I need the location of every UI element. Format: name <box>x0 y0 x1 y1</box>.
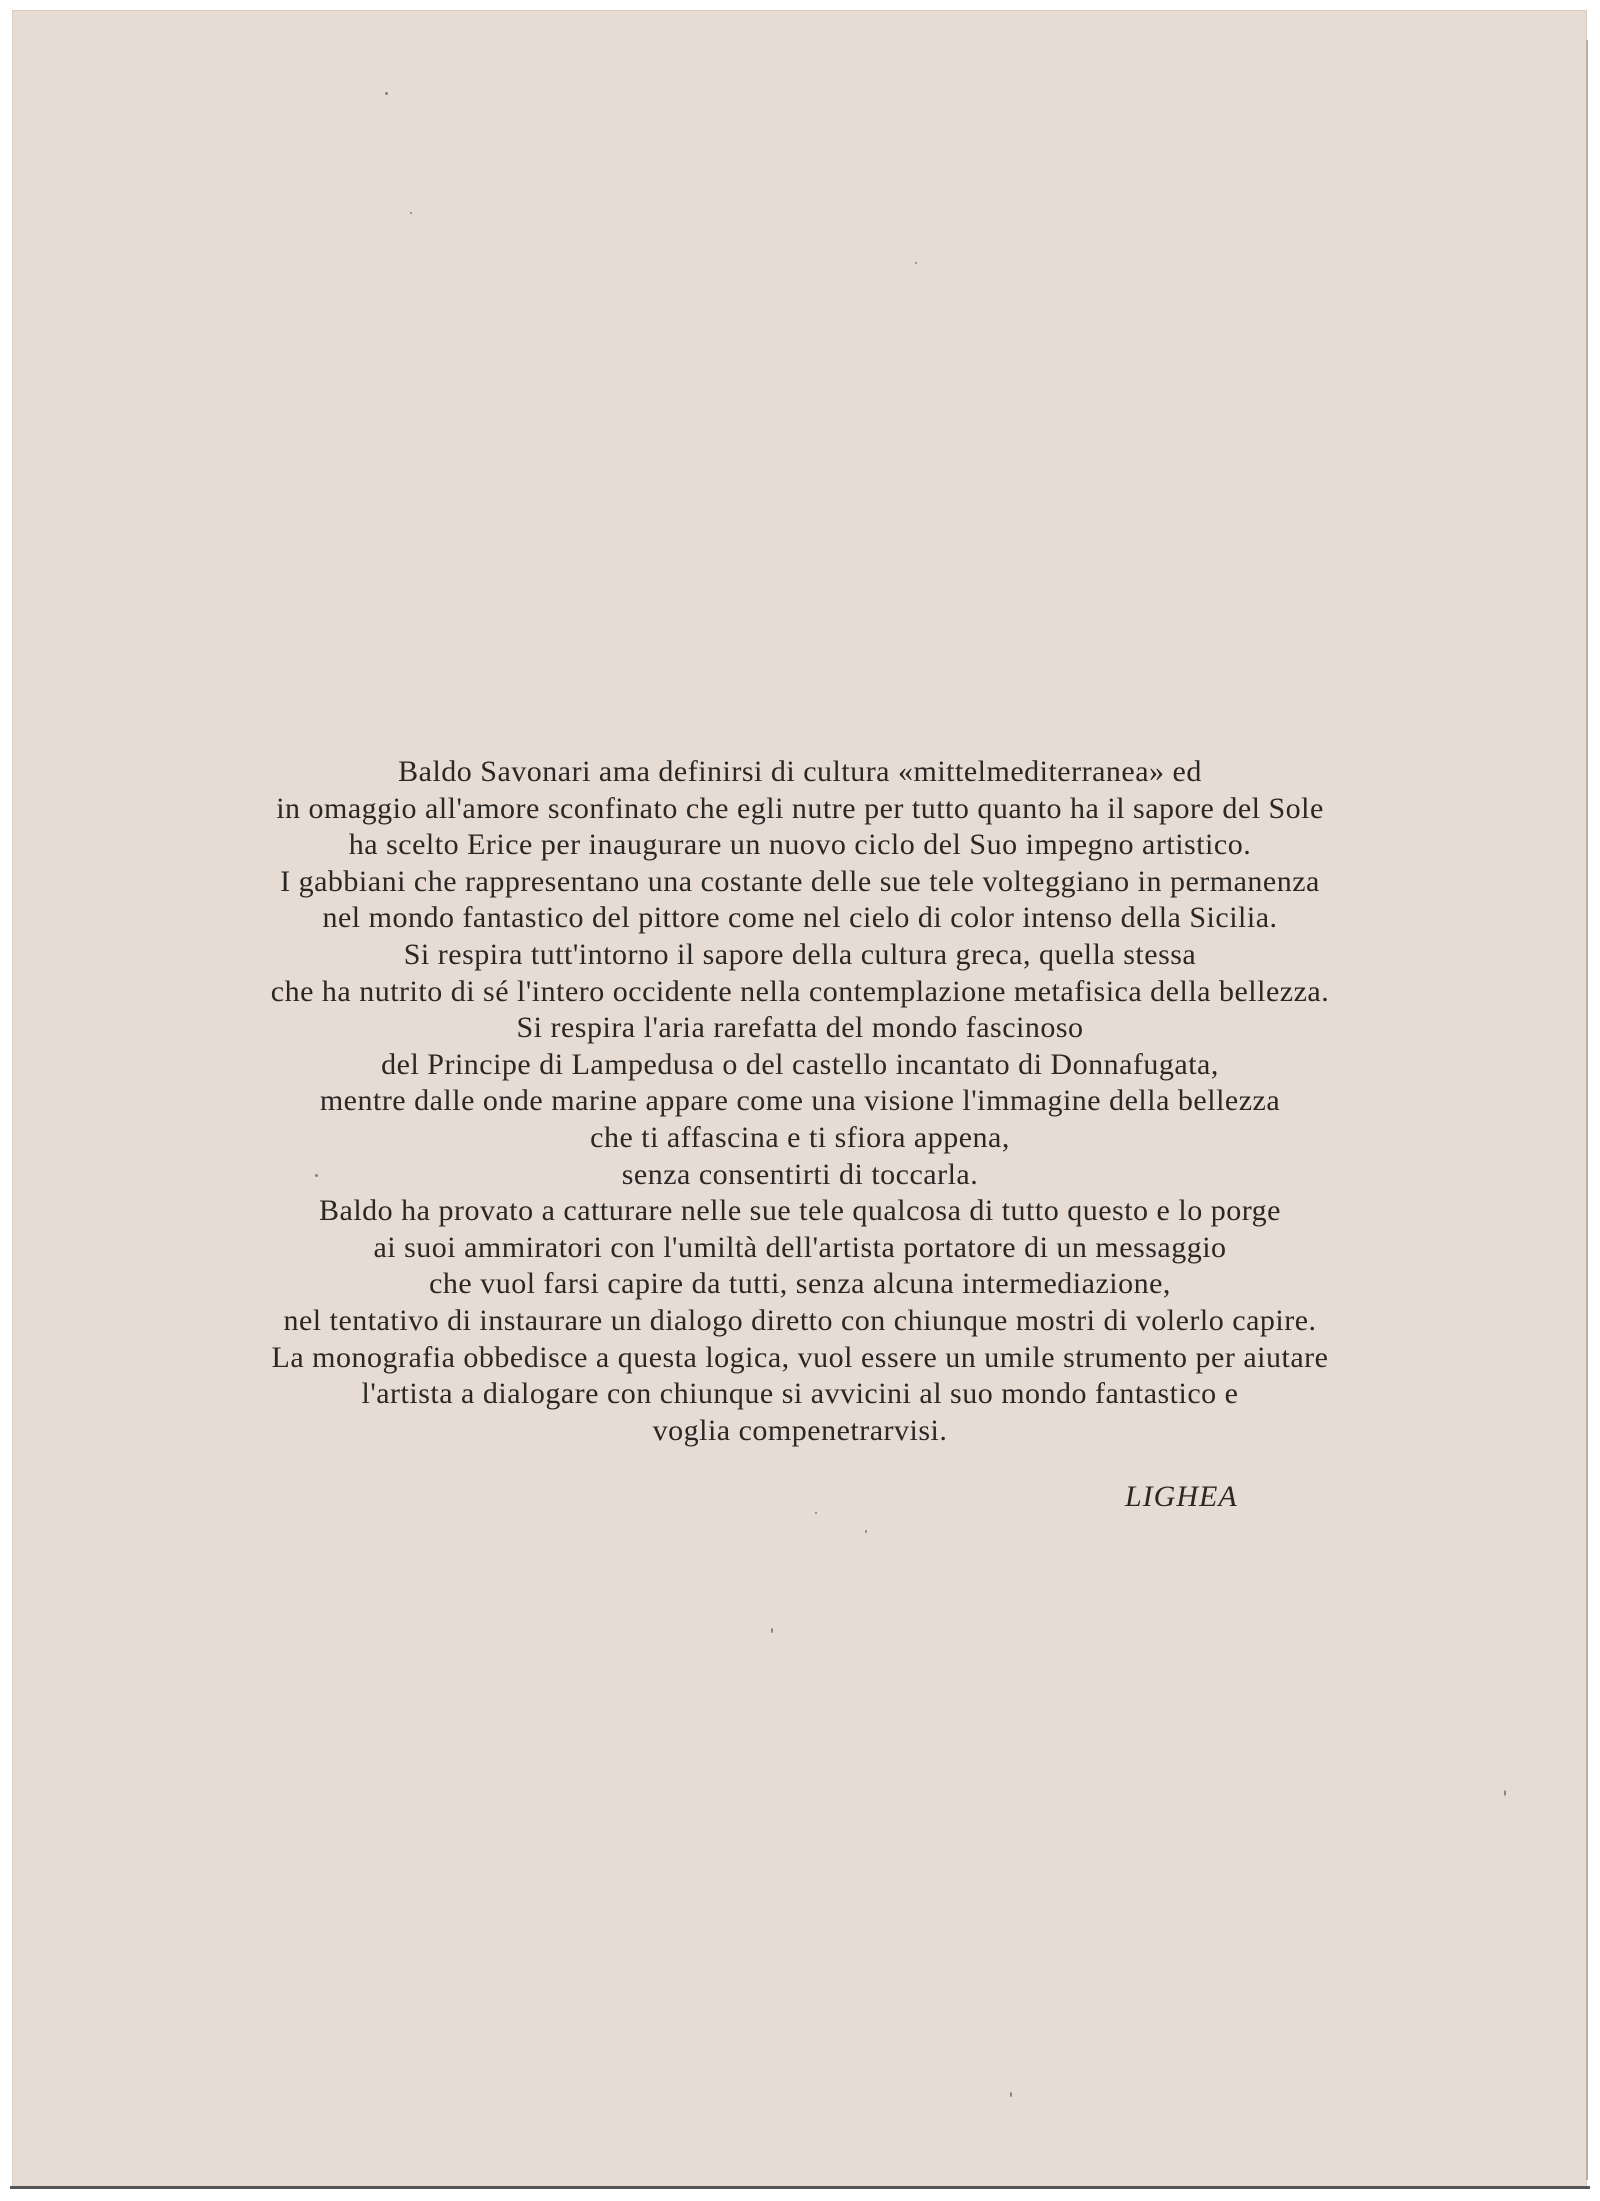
paper-speck <box>410 212 412 214</box>
paper-speck <box>915 262 917 264</box>
body-line: Si respira tutt'intorno il sapore della cultura greca, quella stessa <box>403 937 1197 971</box>
paper-speck <box>1504 1790 1506 1796</box>
paper-speck <box>865 1530 867 1533</box>
body-line: Baldo ha provato a catturare nelle sue tele qualcosa di tutto questo e lo porge <box>319 1194 1281 1228</box>
body-line: senza consentirti di toccarla. <box>621 1157 979 1191</box>
paper-bottom-edge <box>10 2186 1590 2189</box>
paper-speck <box>815 1512 817 1514</box>
signature: LIGHEA <box>1125 1480 1238 1513</box>
paper-speck <box>771 1628 773 1633</box>
body-line: voglia compenetrarvisi. <box>652 1413 948 1447</box>
body-line: mentre dalle onde marine appare come una visione l'immagine della bellezza <box>319 1084 1281 1118</box>
body-paragraph <box>0 754 1600 1449</box>
body-line: l'artista a dialogare con chiunque si avvicini al suo mondo fantastico e <box>361 1377 1239 1411</box>
body-line: nel tentativo di instaurare un dialogo diretto con chiunque mostri di volerlo capire. <box>283 1303 1317 1337</box>
body-line: La monografia obbedisce a questa logica, vuol essere un umile strumento per aiutare <box>271 1340 1329 1374</box>
paper-speck <box>1010 2092 1012 2097</box>
paper-speck <box>385 92 388 95</box>
body-line: Baldo Savonari ama definirsi di cultura «mittelmediterranea» ed <box>398 755 1202 788</box>
body-line: Si respira l'aria rarefatta del mondo fascinoso <box>516 1011 1084 1045</box>
body-line: I gabbiani che rappresentano una costante delle sue tele volteggiano in permanenza <box>280 864 1320 898</box>
body-line: che ha nutrito di sé l'intero occidente nella contemplazione metafisica della bellezza. <box>270 974 1330 1008</box>
body-line: che ti affascina e ti sfiora appena, <box>590 1120 1010 1154</box>
body-line: del Principe di Lampedusa o del castello incantato di Donnafugata, <box>381 1047 1219 1081</box>
body-line: nel mondo fantastico del pittore come nel cielo di color intenso della Sicilia. <box>322 901 1278 935</box>
body-line: ha scelto Erice per inaugurare un nuovo ciclo del Suo impegno artistico. <box>348 828 1252 862</box>
body-line: in omaggio all'amore sconfinato che egli nutre per tutto quanto ha il sapore del Sole <box>276 791 1324 825</box>
body-line: ai suoi ammiratori con l'umiltà dell'artista portatore di un messaggio <box>373 1230 1227 1264</box>
body-line: che vuol farsi capire da tutti, senza alcuna intermediazione, <box>429 1267 1171 1301</box>
